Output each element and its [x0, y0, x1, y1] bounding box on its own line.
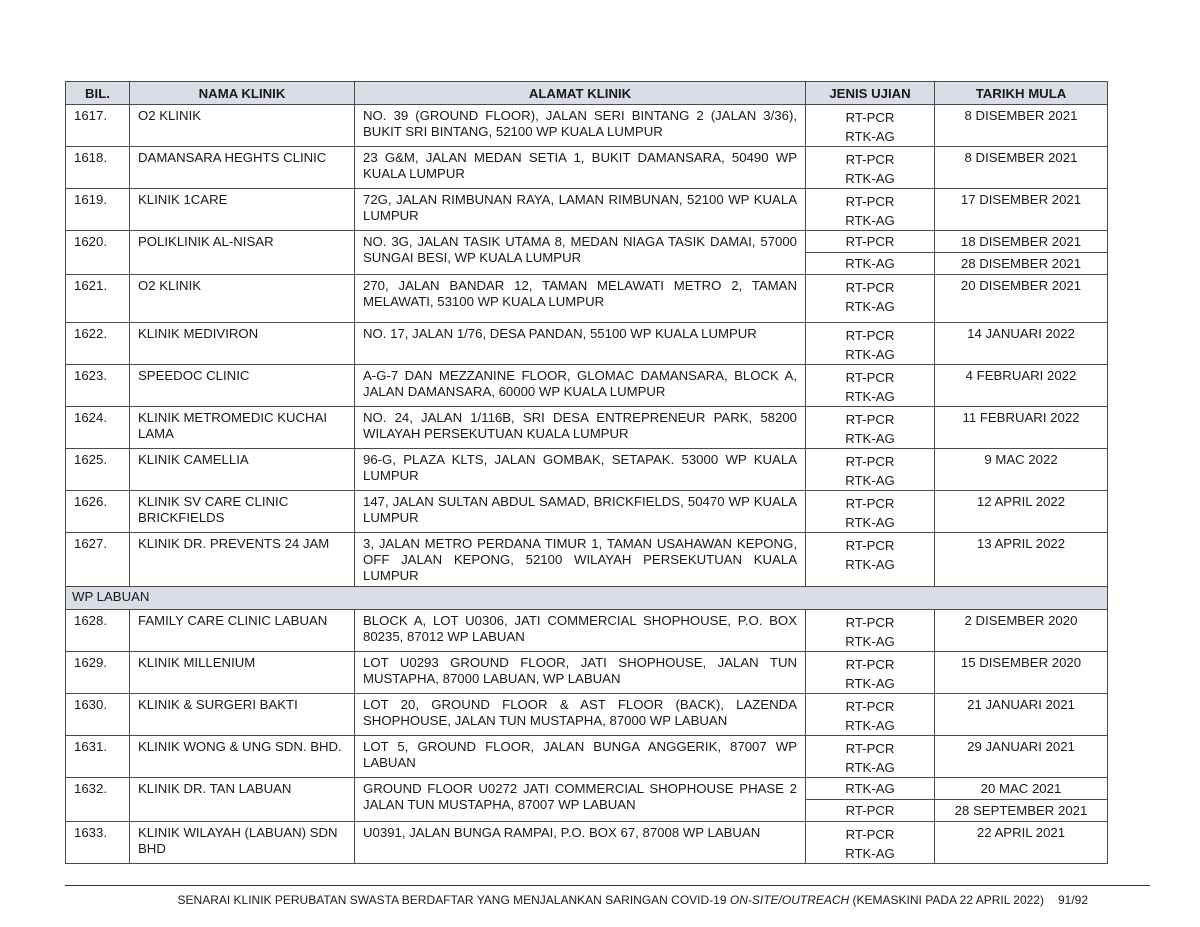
start-date: 20 MAC 2021: [935, 778, 1108, 800]
clinic-name: KLINIK WONG & UNG SDN. BHD.: [130, 736, 355, 778]
clinic-address: 96-G, PLAZA KLTS, JALAN GOMBAK, SETAPAK. 53000 WP KUALA LUMPUR: [355, 449, 806, 491]
row-number: 1630.: [66, 694, 130, 736]
clinic-address: BLOCK A, LOT U0306, JATI COMMERCIAL SHOPHOUSE, P.O. BOX 80235, 87012 WP LABUAN: [355, 610, 806, 652]
test-type: RTK-AG: [845, 718, 895, 733]
start-date: 2 DISEMBER 2020: [935, 610, 1108, 652]
clinic-name: O2 KLINIK: [130, 275, 355, 323]
test-type: RTK-AG: [845, 634, 895, 649]
test-type: RTK-AG: [845, 213, 895, 228]
table-row: [66, 231, 1108, 253]
table-row: [66, 147, 1108, 189]
footer-title-italic: ON-SITE/OUTREACH: [729, 893, 850, 907]
test-type: RTK-AG: [806, 778, 935, 800]
test-type: RTK-AG: [845, 676, 895, 691]
clinic-name: KLINIK CAMELLIA: [130, 449, 355, 491]
test-types: [806, 449, 935, 491]
start-date: 4 FEBRUARI 2022: [935, 365, 1108, 407]
start-date: 12 APRIL 2022: [935, 491, 1108, 533]
table-row: [66, 610, 1108, 652]
clinic-address: LOT 5, GROUND FLOOR, JALAN BUNGA ANGGERIK, 87007 WP LABUAN: [355, 736, 806, 778]
table-row: [66, 822, 1108, 864]
test-type: RT-PCR: [845, 496, 895, 511]
clinic-table: [65, 81, 1108, 864]
table-row: [66, 694, 1108, 736]
start-date: 21 JANUARI 2021: [935, 694, 1108, 736]
region-row: [66, 587, 1108, 610]
start-date: 9 MAC 2022: [935, 449, 1108, 491]
test-type: RTK-AG: [845, 347, 895, 362]
test-type: RT-PCR: [845, 538, 895, 553]
test-types: [806, 610, 935, 652]
start-date: 22 APRIL 2021: [935, 822, 1108, 864]
clinic-name: KLINIK MILLENIUM: [130, 652, 355, 694]
row-number: 1621.: [66, 275, 130, 323]
test-type: RT-PCR: [845, 657, 895, 672]
row-number: 1619.: [66, 189, 130, 231]
test-types: [806, 365, 935, 407]
row-number: 1629.: [66, 652, 130, 694]
row-number: 1620.: [66, 231, 130, 275]
test-type: RTK-AG: [845, 473, 895, 488]
test-types: [806, 491, 935, 533]
test-types: [806, 407, 935, 449]
table-body: [66, 105, 1108, 864]
start-date: 15 DISEMBER 2020: [935, 652, 1108, 694]
clinic-name: KLINIK WILAYAH (LABUAN) SDN BHD: [130, 822, 355, 864]
footer-rule: [65, 885, 1150, 886]
test-type: RTK-AG: [806, 253, 935, 275]
clinic-address: NO. 24, JALAN 1/116B, SRI DESA ENTREPRENEUR PARK, 58200 WILAYAH PERSEKUTUAN KUALA LUMPUR: [355, 407, 806, 449]
test-types: [806, 275, 935, 323]
start-date: 20 DISEMBER 2021: [935, 275, 1108, 323]
row-number: 1625.: [66, 449, 130, 491]
clinic-address: 3, JALAN METRO PERDANA TIMUR 1, TAMAN USAHAWAN KEPONG, OFF JALAN KEPONG, 52100 WILAYAH PERSEKUTUAN KUALA LUMPUR: [355, 533, 806, 587]
table-row: [66, 778, 1108, 800]
test-types: [806, 533, 935, 587]
test-type: RT-PCR: [845, 699, 895, 714]
start-date: 13 APRIL 2022: [935, 533, 1108, 587]
test-type: RT-PCR: [845, 152, 895, 167]
test-type: RTK-AG: [845, 389, 895, 404]
test-type: RT-PCR: [806, 231, 935, 253]
test-type: RT-PCR: [845, 328, 895, 343]
test-types: [806, 189, 935, 231]
test-types: [806, 822, 935, 864]
clinic-name: O2 KLINIK: [130, 105, 355, 147]
table-row: [66, 533, 1108, 587]
clinic-name: POLIKLINIK AL-NISAR: [130, 231, 355, 275]
table-row: [66, 449, 1108, 491]
table-row: [66, 491, 1108, 533]
clinic-address: 23 G&M, JALAN MEDAN SETIA 1, BUKIT DAMANSARA, 50490 WP KUALA LUMPUR: [355, 147, 806, 189]
test-type: RT-PCR: [845, 280, 895, 295]
clinic-name: KLINIK DR. PREVENTS 24 JAM: [130, 533, 355, 587]
table-header-row: [66, 82, 1108, 105]
clinic-address: LOT 20, GROUND FLOOR & AST FLOOR (BACK), LAZENDA SHOPHOUSE, JALAN TUN MUSTAPHA, 87000 WP LABUAN: [355, 694, 806, 736]
page-footer: [0, 893, 1088, 907]
test-type: RT-PCR: [845, 827, 895, 842]
test-type: RTK-AG: [845, 431, 895, 446]
test-type: RTK-AG: [845, 171, 895, 186]
clinic-name: KLINIK & SURGERI BAKTI: [130, 694, 355, 736]
test-types: [806, 147, 935, 189]
clinic-address: GROUND FLOOR U0272 JATI COMMERCIAL SHOPHOUSE PHASE 2 JALAN TUN MUSTAPHA, 87007 WP LABUAN: [355, 778, 806, 822]
table-row: [66, 652, 1108, 694]
row-number: 1624.: [66, 407, 130, 449]
clinic-address: NO. 3G, JALAN TASIK UTAMA 8, MEDAN NIAGA TASIK DAMAI, 57000 SUNGAI BESI, WP KUALA LUMPUR: [355, 231, 806, 275]
start-date: 8 DISEMBER 2021: [935, 105, 1108, 147]
table-row: [66, 365, 1108, 407]
row-number: 1633.: [66, 822, 130, 864]
test-type: RT-PCR: [845, 370, 895, 385]
test-types: [806, 694, 935, 736]
clinic-address: 72G, JALAN RIMBUNAN RAYA, LAMAN RIMBUNAN, 52100 WP KUALA LUMPUR: [355, 189, 806, 231]
header-clinic-address: ALAMAT KLINIK: [355, 82, 806, 105]
test-type: RT-PCR: [845, 615, 895, 630]
clinic-address: 147, JALAN SULTAN ABDUL SAMAD, BRICKFIELDS, 50470 WP KUALA LUMPUR: [355, 491, 806, 533]
table-row: [66, 736, 1108, 778]
clinic-name: KLINIK DR. TAN LABUAN: [130, 778, 355, 822]
test-types: [806, 652, 935, 694]
test-type: RTK-AG: [845, 515, 895, 530]
row-number: 1627.: [66, 533, 130, 587]
header-bil: BIL.: [66, 82, 130, 105]
start-date: 29 JANUARI 2021: [935, 736, 1108, 778]
header-start-date: TARIKH MULA: [935, 82, 1108, 105]
start-date: 14 JANUARI 2022: [935, 323, 1108, 365]
row-number: 1632.: [66, 778, 130, 822]
test-type: RT-PCR: [845, 741, 895, 756]
table-row: [66, 323, 1108, 365]
table-row: [66, 105, 1108, 147]
clinic-name: FAMILY CARE CLINIC LABUAN: [130, 610, 355, 652]
clinic-name: SPEEDOC CLINIC: [130, 365, 355, 407]
row-number: 1628.: [66, 610, 130, 652]
start-date: 28 SEPTEMBER 2021: [935, 800, 1108, 822]
start-date: 11 FEBRUARI 2022: [935, 407, 1108, 449]
table-row: [66, 275, 1108, 323]
header-test-type: JENIS UJIAN: [806, 82, 935, 105]
row-number: 1631.: [66, 736, 130, 778]
test-types: [806, 323, 935, 365]
test-type: RT-PCR: [845, 454, 895, 469]
table-row: [66, 407, 1108, 449]
start-date: 17 DISEMBER 2021: [935, 189, 1108, 231]
start-date: 8 DISEMBER 2021: [935, 147, 1108, 189]
test-types: [806, 736, 935, 778]
header-clinic-name: NAMA KLINIK: [130, 82, 355, 105]
clinic-address: U0391, JALAN BUNGA RAMPAI, P.O. BOX 67, 87008 WP LABUAN: [355, 822, 806, 864]
clinic-name: KLINIK 1CARE: [130, 189, 355, 231]
footer-title-date: (KEMASKINI PADA 22 APRIL 2022): [849, 893, 1044, 907]
page-number: 91/92: [1057, 893, 1088, 907]
row-number: 1622.: [66, 323, 130, 365]
test-type: RTK-AG: [845, 760, 895, 775]
row-number: 1623.: [66, 365, 130, 407]
test-type: RTK-AG: [845, 129, 895, 144]
clinic-address: 270, JALAN BANDAR 12, TAMAN MELAWATI METRO 2, TAMAN MELAWATI, 53100 WP KUALA LUMPUR: [355, 275, 806, 323]
test-type: RT-PCR: [806, 800, 935, 822]
clinic-name: KLINIK METROMEDIC KUCHAI LAMA: [130, 407, 355, 449]
region-label: WP LABUAN: [66, 587, 1108, 610]
test-type: RT-PCR: [845, 412, 895, 427]
table-row: [66, 189, 1108, 231]
row-number: 1617.: [66, 105, 130, 147]
clinic-name: DAMANSARA HEGHTS CLINIC: [130, 147, 355, 189]
test-types: [806, 105, 935, 147]
clinic-address: LOT U0293 GROUND FLOOR, JATI SHOPHOUSE, JALAN TUN MUSTAPHA, 87000 LABUAN, WP LABUAN: [355, 652, 806, 694]
start-date: 28 DISEMBER 2021: [935, 253, 1108, 275]
clinic-address: NO. 17, JALAN 1/76, DESA PANDAN, 55100 WP KUALA LUMPUR: [355, 323, 806, 365]
clinic-address: NO. 39 (GROUND FLOOR), JALAN SERI BINTANG 2 (JALAN 3/36), BUKIT SRI BINTANG, 52100 WP KUALA LUMPUR: [355, 105, 806, 147]
footer-title: SENARAI KLINIK PERUBATAN SWASTA BERDAFTAR YANG MENJALANKAN SARINGAN COVID-19: [177, 893, 730, 907]
clinic-address: A-G-7 DAN MEZZANINE FLOOR, GLOMAC DAMANSARA, BLOCK A, JALAN DAMANSARA, 60000 WP KUALA LUMPUR: [355, 365, 806, 407]
test-type: RT-PCR: [845, 110, 895, 125]
start-date: 18 DISEMBER 2021: [935, 231, 1108, 253]
row-number: 1626.: [66, 491, 130, 533]
test-type: RTK-AG: [845, 557, 895, 572]
clinic-name: KLINIK SV CARE CLINIC BRICKFIELDS: [130, 491, 355, 533]
row-number: 1618.: [66, 147, 130, 189]
clinic-name: KLINIK MEDIVIRON: [130, 323, 355, 365]
test-type: RT-PCR: [845, 194, 895, 209]
test-type: RTK-AG: [845, 299, 895, 314]
test-type: RTK-AG: [845, 846, 895, 861]
